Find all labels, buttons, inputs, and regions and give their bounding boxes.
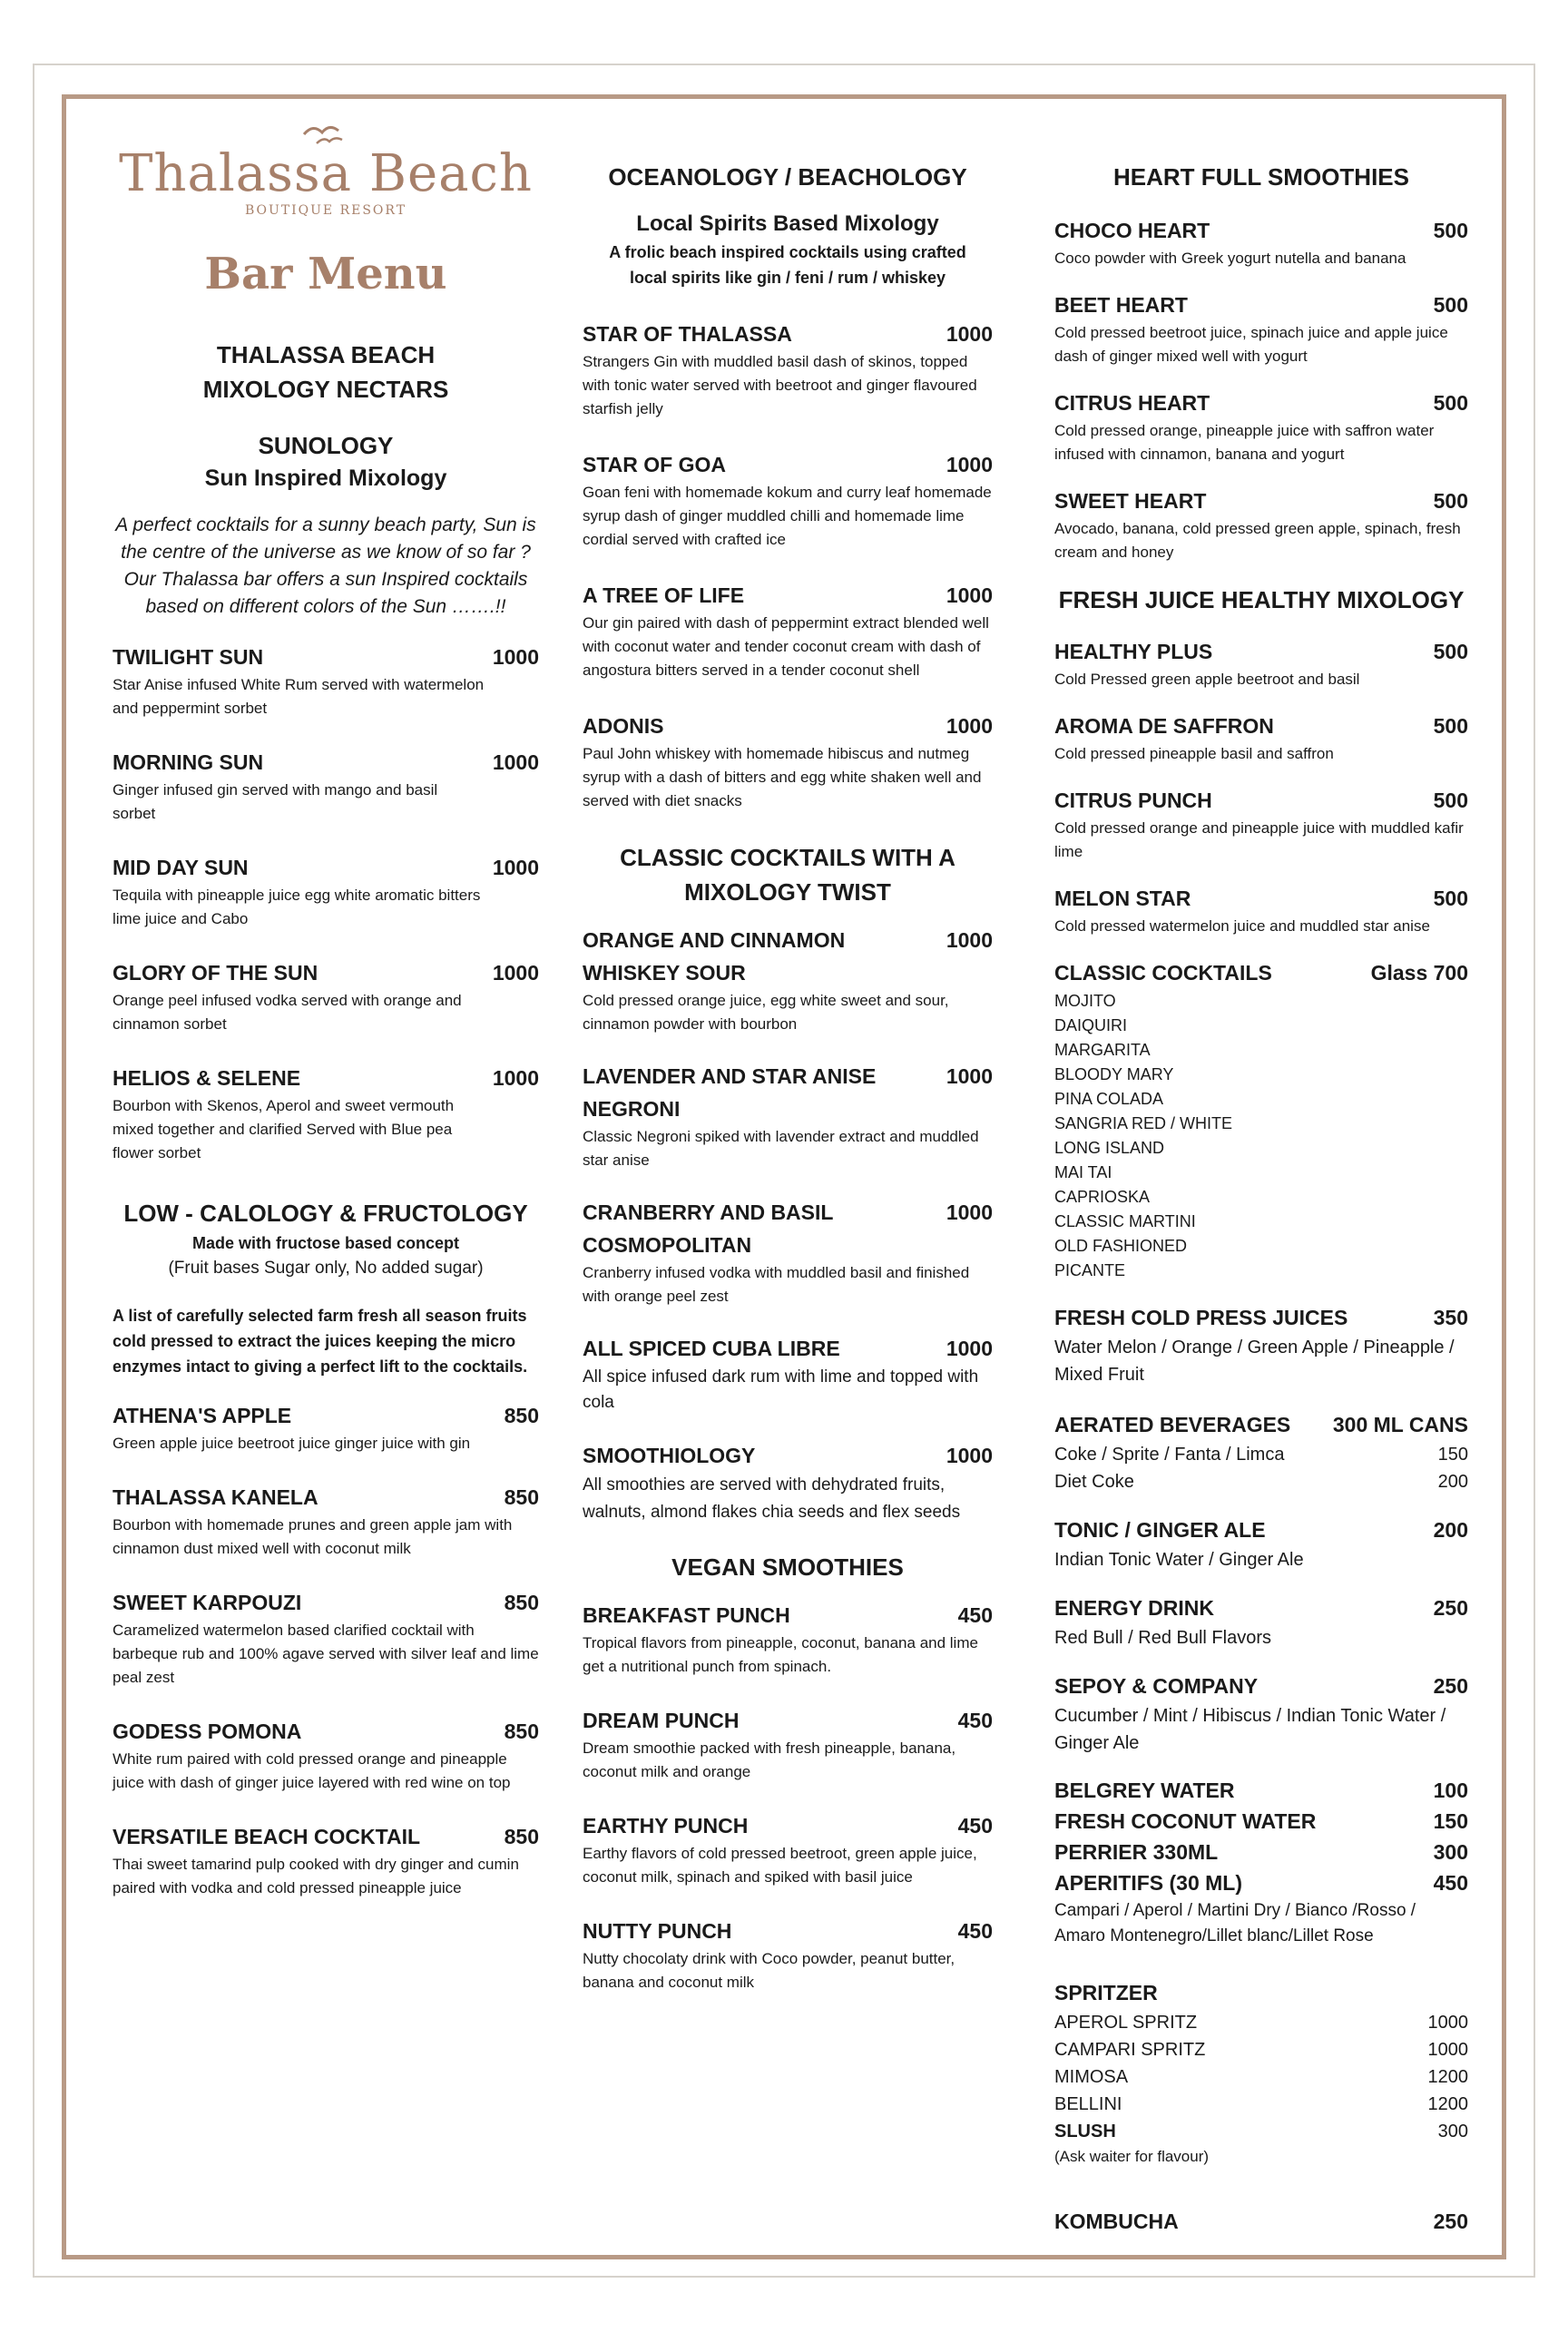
menu-item (583, 318, 993, 421)
slush-note: (Ask waiter for flavour) (1054, 2148, 1210, 2165)
item-name: KOMBUCHA (1054, 2210, 1179, 2233)
item-price: 250 (1433, 2210, 1468, 2233)
slush-row (1054, 2118, 1468, 2145)
item-price: 300 (1433, 1840, 1468, 1864)
item-price: 500 (1433, 714, 1468, 738)
item-desc: All smoothies are served with dehydrated fruits, walnuts, almond flakes chia seeds and flex seeds (583, 1475, 961, 1522)
item-price: 850 (504, 1720, 539, 1743)
item-desc: Cold pressed beetroot juice, spinach juice and apple juice dash of ginger mixed well with yogurt (1054, 324, 1448, 365)
item-desc: Green apple juice beetroot juice ginger juice with gin (113, 1435, 471, 1452)
menu-item (1054, 1775, 1468, 1806)
classic-twist-item-list (583, 924, 993, 1526)
item-name: CITRUS HEART (1054, 391, 1210, 415)
item-name: SPRITZER (1054, 1981, 1158, 2004)
item-desc: Bourbon with Skenos, Aperol and sweet vermouth mixed together and clarified Served with Blue pea flower sorbet (113, 1097, 455, 1161)
list-row (1054, 2063, 1468, 2091)
cocktail-name: LONG ISLAND (1054, 1139, 1165, 1157)
menu-item (583, 710, 993, 813)
item-price: 850 (504, 1404, 539, 1427)
item-price: 1000 (492, 856, 539, 879)
item-desc: Caramelized watermelon based clarified cocktail with barbeque rub and 100% agave served with silver leaf and lime peal zest (113, 1622, 539, 1686)
menu-item (583, 1704, 993, 1784)
row-price: 200 (1437, 1472, 1468, 1492)
item-price: 850 (504, 1591, 539, 1614)
menu-item (1054, 1408, 1468, 1495)
item-desc: Cold pressed watermelon juice and muddled star anise (1054, 917, 1430, 935)
item-desc: Cold Pressed green apple beetroot and basil (1054, 671, 1360, 688)
item-desc: Ginger infused gin served with mango and basil sorbet (113, 781, 438, 822)
item-price: 1000 (492, 961, 539, 985)
menu-item (583, 579, 993, 682)
cocktail-name: DAIQUIRI (1054, 1016, 1128, 1034)
item-name: ORANGE AND CINNAMON WHISKEY SOUR (583, 928, 846, 985)
item-name: CITRUS PUNCH (1054, 789, 1212, 812)
item-name: SMOOTHIOLOGY (583, 1444, 756, 1467)
item-desc: Earthy flavors of cold pressed beetroot, green apple juice, coconut milk, spinach and spiked with basil juice (583, 1845, 977, 1886)
item-price: 850 (504, 1485, 539, 1509)
item-name: FRESH COCONUT WATER (1054, 1809, 1317, 1833)
menu-item (1054, 635, 1468, 691)
item-desc: Cucumber / Mint / Hibiscus / Indian Tonic Water / Ginger Ale (1054, 1706, 1446, 1753)
section-title: VEGAN SMOOTHIES (671, 1553, 904, 1581)
menu-item (583, 1060, 993, 1172)
fresh-item-list (1054, 635, 1468, 938)
item-price: 450 (957, 1603, 993, 1627)
item-desc: Goan feni with homemade kokum and curry leaf homemade syrup dash of ginger muddled chilli and homemade lime cordial served with crafted ice (583, 484, 992, 548)
row-label: CAMPARI SPRITZ (1054, 2040, 1206, 2060)
menu-item (583, 1439, 993, 1526)
menu-title: Bar Menu (204, 249, 447, 299)
item-desc: Dream smoothie packed with fresh pineapple, banana, coconut milk and orange (583, 1740, 956, 1780)
item-desc: Nutty chocolaty drink with Coco powder, peanut butter, banana and coconut milk (583, 1950, 956, 1991)
item-desc: Cold pressed orange, pineapple juice with saffron water infused with cinnamon, banana and yogurt (1054, 422, 1435, 463)
menu-item (1054, 387, 1468, 466)
item-name: MORNING SUN (113, 750, 264, 774)
item-desc: Thai sweet tamarind pulp cooked with dry ginger and cumin paired with vodka and cold pressed pineapple juice (113, 1856, 519, 1896)
item-price: 1000 (946, 714, 993, 738)
item-price: 450 (957, 1919, 993, 1943)
item-name: TONIC / GINGER ALE (1054, 1518, 1266, 1542)
vegan-item-list (583, 1599, 993, 1994)
menu-item (113, 1399, 539, 1455)
section-subtitle: Local Spirits Based Mixology (636, 211, 939, 236)
menu-item (113, 641, 539, 720)
item-desc: Star Anise infused White Rum served with watermelon and peppermint sorbet (113, 676, 485, 717)
brand-subtitle: BOUTIQUE RESORT (244, 203, 407, 218)
row-label: APEROL SPRITZ (1054, 2013, 1198, 2033)
cocktail-name: MAI TAI (1054, 1163, 1112, 1181)
item-name: AROMA DE SAFFRON (1054, 714, 1274, 738)
item-desc: White rum paired with cold pressed orange and pineapple juice with dash of ginger juice layered with red wine on top (113, 1750, 511, 1791)
item-price: 1000 (946, 1444, 993, 1467)
cocktail-name: OLD FASHIONED (1054, 1237, 1188, 1255)
section-title: CLASSIC COCKTAILS WITH A MIXOLOGY TWIST (620, 844, 956, 906)
menu-item (113, 1820, 539, 1900)
item-price: 500 (1433, 789, 1468, 812)
item-desc: Strangers Gin with muddled basil dash of skinos, topped with tonic water served with beetroot and ginger flavoured starfish jelly (583, 353, 977, 417)
item-price: 450 (957, 1709, 993, 1732)
item-price: 350 (1433, 1306, 1468, 1329)
spritzer-section (1054, 1976, 1468, 2169)
section-title: OCEANOLOGY / BEACHOLOGY (608, 163, 967, 191)
row-price: 1200 (1427, 2094, 1468, 2114)
item-desc: Cold pressed pineapple basil and saffron (1054, 745, 1334, 762)
cocktail-name: MARGARITA (1054, 1041, 1151, 1059)
brand-name: Thalassa Beach (119, 144, 533, 203)
menu-item (1054, 1837, 1468, 1867)
item-name: EARTHY PUNCH (583, 1814, 749, 1838)
item-price: 450 (957, 1814, 993, 1838)
item-name: AERATED BEVERAGES (1054, 1413, 1291, 1436)
menu-item (113, 1586, 539, 1690)
item-name: CLASSIC COCKTAILS (1054, 961, 1272, 985)
menu-item (113, 1062, 539, 1165)
aerated-list (1054, 1441, 1468, 1495)
item-price: 300 ML CANS (1332, 1413, 1468, 1436)
item-name: BREAKFAST PUNCH (583, 1603, 790, 1627)
item-name: STAR OF GOA (583, 453, 727, 476)
water-item-list (1054, 1775, 1468, 1898)
item-price: 1000 (946, 322, 993, 346)
item-name: DREAM PUNCH (583, 1709, 740, 1732)
menu-column-1 (113, 94, 539, 1926)
menu-item (583, 1332, 993, 1416)
item-price: 1000 (946, 1064, 993, 1088)
item-price: 1000 (492, 1066, 539, 1090)
menu-item (1054, 1867, 1468, 1898)
item-price: 1000 (946, 1337, 993, 1360)
item-name: MID DAY SUN (113, 856, 249, 879)
item-name: LAVENDER AND STAR ANISE NEGRONI (583, 1064, 877, 1121)
item-price: Glass 700 (1370, 961, 1468, 985)
item-name: GODESS POMONA (113, 1720, 302, 1743)
item-name: A TREE OF LIFE (583, 583, 745, 607)
section-title: FRESH JUICE HEALTHY MIXOLOGY (1058, 586, 1465, 613)
item-desc: All spice infused dark rum with lime and topped with cola (583, 1367, 979, 1412)
item-name: BELGREY WATER (1054, 1779, 1235, 1802)
section-intro: A perfect cocktails for a sunny beach party, Sun is the centre of the universe as we know of so far ? Our Thalassa bar offers a sun Inspired cocktails based on different colors of the Sun …….!! (115, 514, 536, 617)
menu-item (583, 1196, 993, 1308)
item-desc: Classic Negroni spiked with lavender extract and muddled star anise (583, 1128, 979, 1169)
item-name: APERITIFS (30 ML) (1054, 1871, 1243, 1895)
list-row (1054, 2091, 1468, 2118)
menu-item (113, 746, 539, 826)
list-row (1054, 2036, 1468, 2063)
row-label: MIMOSA (1054, 2067, 1129, 2087)
item-name: SEPOY & COMPANY (1054, 1674, 1259, 1698)
seagull-icon (299, 116, 353, 147)
item-name: ADONIS (583, 714, 664, 738)
item-price: 1000 (946, 583, 993, 607)
menu-item (1054, 1670, 1468, 1757)
item-name: BEET HEART (1054, 293, 1188, 317)
item-name: HEALTHY PLUS (1054, 640, 1213, 663)
item-desc: Tequila with pineapple juice egg white aromatic bitters lime juice and Cabo (113, 887, 481, 927)
item-desc: Water Melon / Orange / Green Apple / Pineapple / Mixed Fruit (1054, 1338, 1455, 1385)
cocktail-name: BLOODY MARY (1054, 1065, 1174, 1083)
menu-item (583, 1809, 993, 1889)
item-price: 1000 (492, 750, 539, 774)
item-name: NUTTY PUNCH (583, 1919, 732, 1943)
menu-item (1054, 1592, 1468, 1651)
item-name: ALL SPICED CUBA LIBRE (583, 1337, 840, 1360)
item-name: CRANBERRY AND BASIL COSMOPOLITAN (583, 1200, 834, 1257)
item-price: 500 (1433, 219, 1468, 242)
menu-item (1054, 1806, 1468, 1837)
item-price: 500 (1433, 489, 1468, 513)
item-desc: Cold pressed orange and pineapple juice with muddled kafir lime (1054, 819, 1464, 860)
section-title: MIXOLOGY NECTARS (202, 376, 449, 403)
item-price: 850 (504, 1825, 539, 1848)
menu-item (1054, 214, 1468, 270)
list-row (1054, 1441, 1468, 1468)
item-name: FRESH COLD PRESS JUICES (1054, 1306, 1348, 1329)
item-desc: Orange peel infused vodka served with orange and cinnamon sorbet (113, 992, 462, 1033)
list-row (1054, 1468, 1468, 1495)
menu-item (113, 851, 539, 931)
menu-item (583, 448, 993, 552)
menu-item (1054, 956, 1468, 1283)
item-price: 500 (1433, 391, 1468, 415)
cocktail-name: MOJITO (1054, 992, 1116, 1010)
section-title: LOW - CALOLOGY & FRUCTOLOGY (123, 1200, 528, 1227)
item-name: THALASSA KANELA (113, 1485, 318, 1509)
item-desc: Paul John whiskey with homemade hibiscus and nutmeg syrup with a dash of bitters and egg white shaken well and served with diet snacks (583, 745, 982, 809)
section-intro: A frolic beach inspired cocktails using crafted local spirits like gin / feni / rum / whiskey (609, 243, 966, 287)
cocktail-name: PICANTE (1054, 1261, 1126, 1279)
item-price: 150 (1433, 1809, 1468, 1833)
item-price: 450 (1433, 1871, 1468, 1895)
item-name: ENERGY DRINK (1054, 1596, 1214, 1620)
item-price: 250 (1433, 1674, 1468, 1698)
item-desc: Coco powder with Greek yogurt nutella and banana (1054, 250, 1406, 267)
menu-item (583, 924, 993, 1036)
list-row (1054, 2009, 1468, 2036)
cocktail-list (1054, 989, 1468, 1283)
menu-item (1054, 1301, 1468, 1388)
item-price: 1000 (492, 645, 539, 669)
item-desc: Indian Tonic Water / Ginger Ale (1054, 1550, 1304, 1570)
menu-item (1054, 2205, 1468, 2238)
menu-item (583, 1599, 993, 1679)
cocktail-name: SANGRIA RED / WHITE (1054, 1114, 1233, 1132)
slush-price: 300 (1437, 2122, 1468, 2141)
section-subtitle: Made with fructose based concept (191, 1234, 460, 1252)
item-price: 100 (1433, 1779, 1468, 1802)
low-item-list (113, 1399, 539, 1900)
item-name: SWEET HEART (1054, 489, 1207, 513)
item-price: 250 (1433, 1596, 1468, 1620)
item-name: HELIOS & SELENE (113, 1066, 301, 1090)
menu-item (113, 1481, 539, 1561)
menu-item (1054, 710, 1468, 766)
cocktail-name: PINA COLADA (1054, 1090, 1164, 1108)
item-desc: Tropical flavors from pineapple, coconut, banana and lime get a nutritional punch from spinach. (583, 1634, 978, 1675)
slush-label: SLUSH (1054, 2122, 1116, 2141)
item-price: 1000 (946, 1200, 993, 1224)
item-name: MELON STAR (1054, 887, 1191, 910)
spritzer-list (1054, 2009, 1468, 2118)
menu-item (1054, 1514, 1468, 1573)
cocktail-name: CAPRIOSKA (1054, 1188, 1151, 1206)
menu-item (1054, 784, 1468, 864)
menu-item (1054, 289, 1468, 368)
aperitifs-desc: Campari / Aperol / Martini Dry / Bianco /Rosso / Amaro Montenegro/Lillet blanc/Lillet Rose (1054, 1901, 1416, 1945)
item-desc: Bourbon with homemade prunes and green apple jam with cinnamon dust mixed well with coconut milk (113, 1516, 513, 1557)
section-subtitle: Sun Inspired Mixology (204, 466, 447, 491)
item-price: 1000 (946, 453, 993, 476)
menu-item (1054, 485, 1468, 564)
item-name: STAR OF THALASSA (583, 322, 792, 346)
cocktail-name: CLASSIC MARTINI (1054, 1212, 1196, 1230)
item-desc: Red Bull / Red Bull Flavors (1054, 1628, 1271, 1648)
item-price: 1000 (946, 928, 993, 952)
item-name: CHOCO HEART (1054, 219, 1210, 242)
logo (113, 116, 539, 218)
item-desc: Avocado, banana, cold pressed green apple, spinach, fresh cream and honey (1054, 520, 1461, 561)
item-name: VERSATILE BEACH COCKTAIL (113, 1825, 421, 1848)
heart-item-list (1054, 214, 1468, 564)
item-desc: Our gin paired with dash of peppermint extract blended well with coconut water and tender coconut cream with dash of angostura bitters served in a tender coconut shell (583, 614, 989, 679)
sun-item-list (113, 641, 539, 1165)
item-price: 500 (1433, 887, 1468, 910)
item-price: 500 (1433, 293, 1468, 317)
row-price: 1000 (1427, 2040, 1468, 2060)
item-price: 500 (1433, 640, 1468, 663)
menu-column-3 (1054, 94, 1468, 2238)
menu-item (113, 956, 539, 1036)
row-label: Coke / Sprite / Fanta / Limca (1054, 1445, 1285, 1465)
row-price: 150 (1437, 1445, 1468, 1465)
item-desc: Cold pressed orange juice, egg white sweet and sour, cinnamon powder with bourbon (583, 992, 949, 1033)
section-note: (Fruit bases Sugar only, No added sugar) (168, 1259, 484, 1278)
row-label: Diet Coke (1054, 1472, 1134, 1492)
ocean-item-list (583, 318, 993, 813)
row-price: 1000 (1427, 2013, 1468, 2033)
item-price: 200 (1433, 1518, 1468, 1542)
menu-item (1054, 882, 1468, 938)
item-name: TWILIGHT SUN (113, 645, 264, 669)
item-name: ATHENA'S APPLE (113, 1404, 292, 1427)
item-name: PERRIER 330ML (1054, 1840, 1219, 1864)
section-title: THALASSA BEACH (216, 341, 436, 368)
section-intro: A list of carefully selected farm fresh all season fruits cold pressed to extract the juices keeping the micro enzymes intact to giving a perfect lift to the cocktails. (113, 1307, 528, 1376)
section-title: SUNOLOGY (258, 432, 394, 459)
item-name: SWEET KARPOUZI (113, 1591, 302, 1614)
row-price: 1200 (1427, 2067, 1468, 2087)
section-title: HEART FULL SMOOTHIES (1113, 163, 1409, 191)
menu-item (113, 1715, 539, 1795)
menu-item (583, 1915, 993, 1994)
item-desc: Cranberry infused vodka with muddled basil and finished with orange peel zest (583, 1264, 970, 1305)
item-name: GLORY OF THE SUN (113, 961, 318, 985)
row-label: BELLINI (1054, 2094, 1122, 2114)
menu-column-2 (583, 94, 993, 2020)
